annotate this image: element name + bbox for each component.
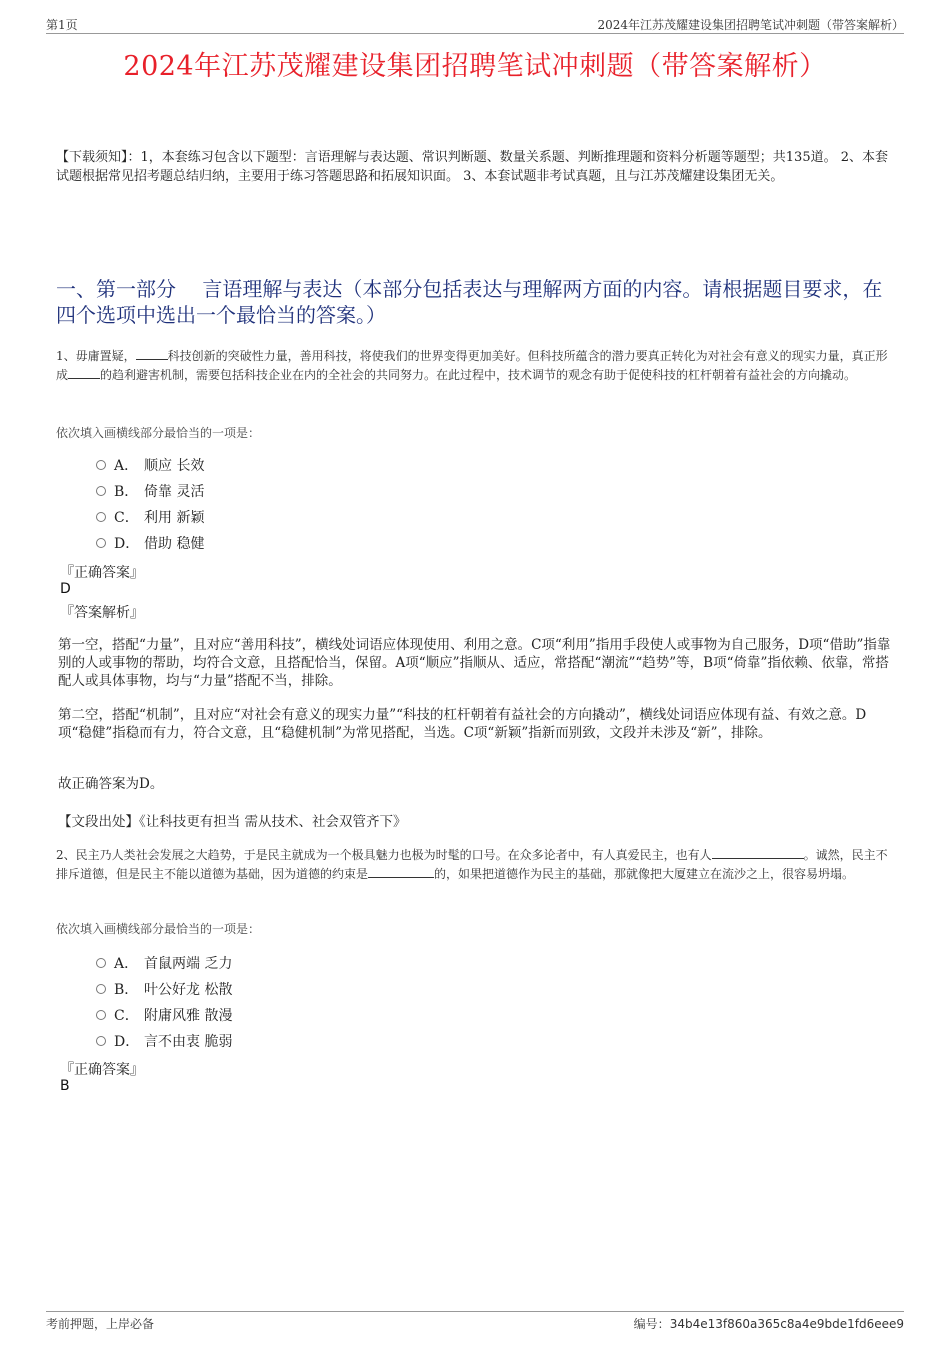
- radio-icon[interactable]: [96, 486, 106, 496]
- radio-icon[interactable]: [96, 984, 106, 994]
- correct-answer-label: 『正确答案』: [60, 565, 144, 581]
- option-text: 顺应 长效: [144, 458, 205, 474]
- question-2-text-a: 2、民主乃人类社会发展之大趋势，于是民主就成为一个极具魅力也极为时髦的口号。在众多论者中，有人真爱民主，也有人: [56, 848, 712, 862]
- option-letter: B．: [114, 484, 139, 500]
- option-d[interactable]: [96, 530, 204, 556]
- option-letter: A．: [114, 458, 139, 474]
- analysis-label: 『答案解析』: [60, 605, 144, 621]
- radio-icon[interactable]: [96, 538, 106, 548]
- option-text: 附庸风雅 散漫: [144, 1008, 233, 1024]
- code-label: 编号：: [633, 1317, 670, 1331]
- option-b[interactable]: [96, 478, 204, 504]
- radio-icon[interactable]: [96, 958, 106, 968]
- option-text: 利用 新颖: [144, 510, 205, 526]
- question-1-text-c: 的趋利避害机制，需要包括科技企业在内的全社会的共同努力。在此过程中，技术调节的观念有助于促使科技的杠杆朝着有益社会的方向撬动。: [100, 368, 857, 382]
- correct-answer-label: 『正确答案』: [60, 1062, 144, 1078]
- option-letter: C．: [114, 1008, 139, 1024]
- page-number: 第1页: [46, 18, 78, 32]
- section-heading: 一、第一部分 言语理解与表达（本部分包括表达与理解两方面的内容。请根据题目要求，在四个选项中选出一个最恰当的答案。）: [56, 277, 883, 327]
- radio-icon[interactable]: [96, 460, 106, 470]
- document-title: 2024年江苏茂耀建设集团招聘笔试冲刺题（带答案解析）: [123, 51, 827, 82]
- code-value: 34b4e13f860a365c8a4e9bde1fd6eee9: [669, 1317, 904, 1331]
- question-1-text-a: 1、毋庸置疑，: [56, 349, 136, 363]
- blank-1: [712, 847, 804, 859]
- option-text: 叶公好龙 松散: [144, 982, 233, 998]
- analysis-paragraph-2: 第二空，搭配“机制”，且对应“对社会有意义的现实力量”“科技的杠杆朝着有益社会的方向撬动”，横线处词语应体现有益、有效之意。D项“稳健”指稳而有力，符合文意，且“稳健机制”为常见搭配，当选。C项“新颖”指新而别致，文段并未涉及“新”，排除。: [58, 707, 867, 741]
- question-2-text-c: 的，如果把道德作为民主的基础，那就像把大厦建立在流沙之上，很容易坍塌。: [434, 867, 855, 881]
- option-text: 言不由衷 脆弱: [144, 1034, 233, 1050]
- correct-answer: B: [60, 1078, 70, 1094]
- blank-2: [68, 367, 100, 379]
- blank-2: [368, 866, 434, 878]
- download-notice: 【下载须知】：1，本套练习包含以下题型：言语理解与表达题、常识判断题、数量关系题、判断推理题和资料分析题等题型；共135道。 2、本套试题根据常见招考题总结归纳，主要用于练习答题思路和拓展知识面。 3、本套试题非考试真题，且与江苏茂耀建设集团无关。: [56, 150, 888, 184]
- question-2-prompt: 依次填入画横线部分最恰当的一项是：: [56, 922, 261, 936]
- option-a[interactable]: [96, 452, 204, 478]
- option-letter: D．: [114, 1034, 140, 1050]
- option-a[interactable]: [96, 950, 232, 976]
- page-footer: [46, 1311, 904, 1333]
- header-doc-name: 2024年江苏茂耀建设集团招聘笔试冲刺题（带答案解析）: [597, 18, 904, 32]
- correct-answer: D: [60, 581, 71, 597]
- option-text: 倚靠 灵活: [144, 484, 205, 500]
- radio-icon[interactable]: [96, 1036, 106, 1046]
- page-header: [46, 14, 904, 34]
- question-1-stem: [56, 347, 896, 385]
- footer-code: [634, 1315, 904, 1332]
- analysis-paragraph-1: 第一空，搭配“力量”，且对应“善用科技”，横线处词语应体现使用、利用之意。C项“利用”指用手段使人或事物为自己服务，D项“借助”指靠别的人或事物的帮助，均符合文意，且搭配恰当，保留。A项“顺应”指顺从、适应，常搭配“潮流”“趋势”等，B项“倚靠”指依赖、依靠，常搭配人或具体事物，均与“力量”搭配不当，排除。: [58, 637, 891, 689]
- analysis-conclusion: 故正确答案为D。: [58, 776, 164, 792]
- option-text: 借助 稳健: [144, 536, 205, 552]
- passage-source: 【文段出处】《让科技更有担当 需从技术、社会双管齐下》: [58, 814, 407, 830]
- question-2-text-b: 。诚然，民主不排斥道德，但是民主不能以道德为基础，因为道德的约束是: [56, 848, 888, 881]
- option-letter: C．: [114, 510, 139, 526]
- radio-icon[interactable]: [96, 1010, 106, 1020]
- option-c[interactable]: [96, 1002, 232, 1028]
- option-text: 首鼠两端 乏力: [144, 956, 233, 972]
- option-c[interactable]: [96, 504, 204, 530]
- question-2-options: [96, 950, 232, 1054]
- question-1-prompt: 依次填入画横线部分最恰当的一项是：: [56, 426, 261, 440]
- footer-slogan: 考前押题，上岸必备: [46, 1317, 155, 1331]
- question-1-text-b: 科技创新的突破性力量，善用科技，将使我们的世界变得更加美好。但科技所蕴含的潜力要真正转化为对社会有意义的现实力量，真正形成: [56, 349, 888, 382]
- option-letter: A．: [114, 956, 139, 972]
- question-2-stem: [56, 846, 896, 884]
- option-letter: B．: [114, 982, 139, 998]
- question-1-options: [96, 452, 204, 556]
- option-b[interactable]: [96, 976, 232, 1002]
- option-d[interactable]: [96, 1028, 232, 1054]
- blank-1: [136, 348, 168, 360]
- option-letter: D．: [114, 536, 140, 552]
- radio-icon[interactable]: [96, 512, 106, 522]
